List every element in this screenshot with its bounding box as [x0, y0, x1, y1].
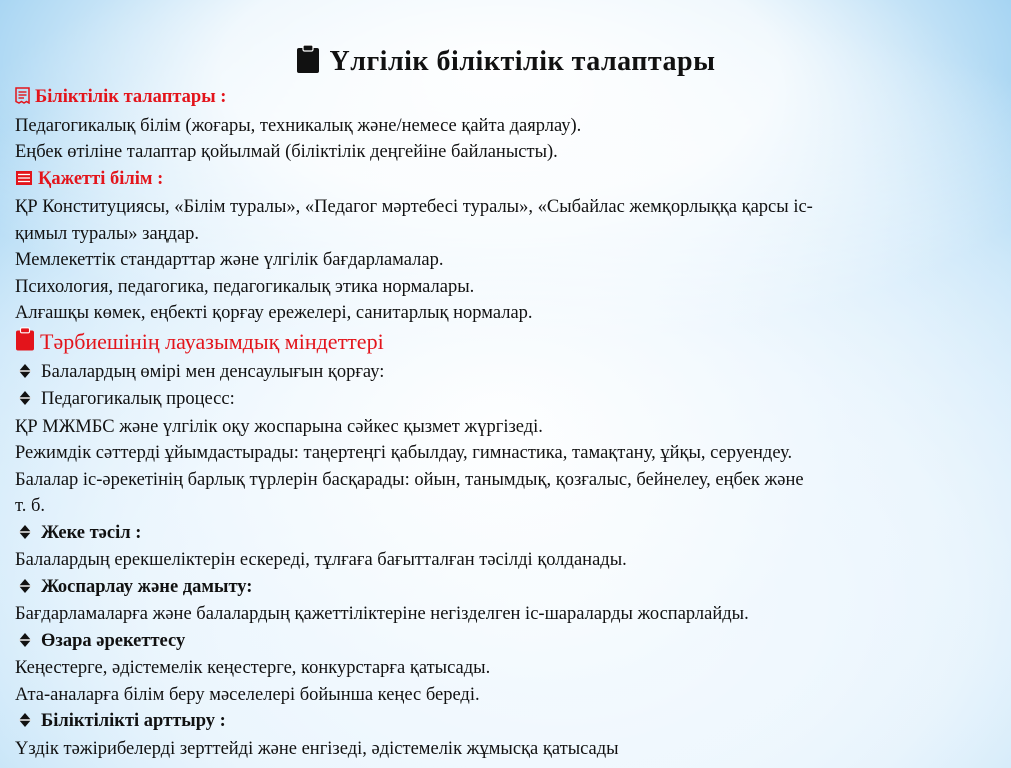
duties-heading	[15, 327, 1000, 359]
list-item	[15, 574, 1000, 602]
list-item-text: Педагогикалық процесс:	[41, 389, 235, 409]
diamond-bullet-icon	[19, 629, 31, 656]
page-title-text: Үлгілік біліктілік талаптары	[329, 46, 716, 77]
list-item	[15, 708, 1000, 736]
list-item	[15, 628, 1000, 656]
diamond-bullet-icon	[19, 521, 31, 548]
list-item-text: Біліктілікті арттыру :	[41, 711, 226, 731]
ledger-icon	[15, 168, 33, 195]
text-line: Бағдарламаларға және балалардың қажеттіліктеріне негізделген іс-шараларды жоспарлайды.	[15, 604, 749, 624]
text-line: Үздік тәжірибелерді зерттейді және енгізеді, әдістемелік жұмысқа қатысады	[15, 738, 619, 759]
list-item	[15, 359, 1000, 387]
list-item-text: Өзара әрекеттесу	[41, 630, 186, 651]
knowledge-heading	[15, 166, 1000, 195]
text-line: Ата-аналарға білім беру мәселелері бойынша кеңес береді.	[15, 684, 480, 705]
receipt-icon	[15, 86, 30, 113]
list-item-text: Балалардың өмірі мен денсаулығын қорғау:	[41, 361, 385, 382]
diamond-bullet-icon	[19, 575, 31, 602]
text-line: Балалар іс-әрекетінің барлық түрлерін басқарады: ойын, танымдық, қозғалыс, бейнелеу, еңбек және	[15, 469, 804, 490]
text-line: ҚР МЖМБС және үлгілік оқу жоспарына сәйкес қызмет жүргізеді.	[15, 416, 543, 437]
text-line: т. б.	[15, 496, 45, 516]
content	[15, 84, 1000, 762]
text-line: Режимдік сәттерді ұйымдастырады: таңертеңгі қабылдау, гимнастика, тамақтану, ұйқы, серуендеу.	[15, 443, 793, 463]
text-line: Мемлекеттік стандарттар және үлгілік бағдарламалар.	[15, 250, 444, 270]
text-line: Кеңестерге, әдістемелік кеңестерге, конкурстарға қатысады.	[15, 658, 491, 678]
diamond-bullet-icon	[19, 360, 31, 387]
text-line: Педагогикалық білім (жоғары, техникалық және/немесе қайта даярлау).	[15, 115, 582, 136]
knowledge-heading-text: Қажетті білім :	[38, 168, 164, 189]
list-item-text: Жеке тәсіл :	[41, 522, 142, 543]
clipboard-icon	[15, 327, 35, 359]
text-line: Балалардың ерекшеліктерін ескереді, тұлғаға бағытталған тәсілді қолданады.	[15, 550, 627, 570]
diamond-bullet-icon	[19, 387, 31, 414]
text-line: қимыл туралы» заңдар.	[15, 223, 200, 244]
text-line: ҚР Конституциясы, «Білім туралы», «Педагог мәртебесі туралы», «Сыбайлас жемқорлыққа қарсы іс-	[15, 197, 813, 217]
list-item-text: Жоспарлау және дамыту:	[41, 576, 253, 597]
text-line: Еңбек өтіліне талаптар қойылмай (біліктілік деңгейіне байланысты).	[15, 142, 558, 162]
page-title	[0, 44, 1011, 82]
list-item	[15, 386, 1000, 414]
qualification-heading	[15, 84, 1000, 113]
text-line: Психология, педагогика, педагогикалық этика нормалары.	[15, 276, 475, 297]
clipboard-icon	[296, 44, 320, 82]
duties-heading-text: Тәрбиешінің лауазымдық міндеттері	[40, 328, 384, 354]
list-item	[15, 520, 1000, 548]
qualification-heading-text: Біліктілік талаптары :	[35, 87, 227, 107]
diamond-bullet-icon	[19, 709, 31, 736]
text-line: Алғашқы көмек, еңбекті қорғау ережелері, санитарлық нормалар.	[15, 303, 533, 323]
